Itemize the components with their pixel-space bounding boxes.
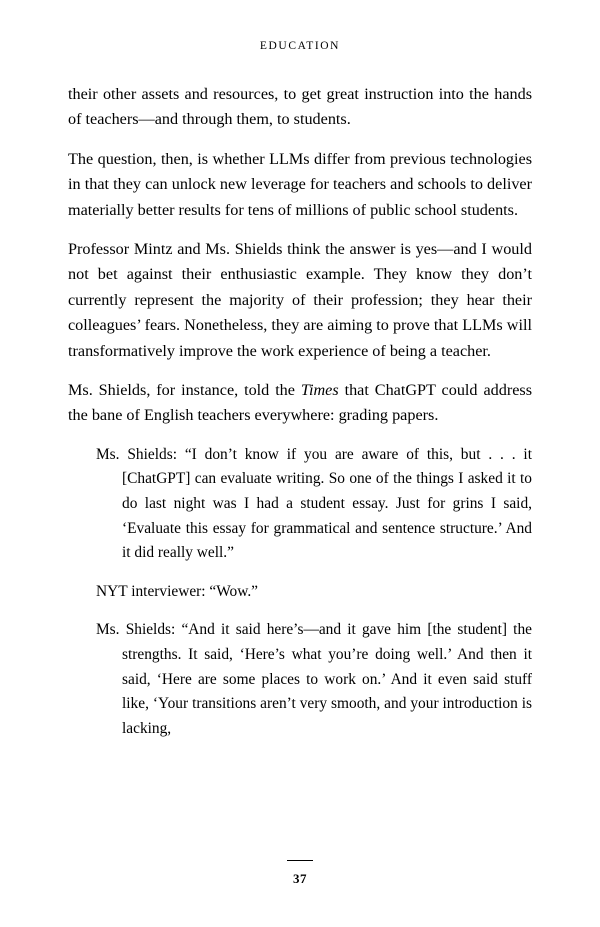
page-number: 37 — [293, 871, 307, 886]
block-quote-2 — [68, 580, 532, 605]
running-head: EDUCATION — [259, 40, 341, 52]
block-quote-1 — [68, 443, 532, 566]
block-quote-3 — [68, 618, 532, 741]
body-paragraph-2: The question, then, is whether LLMs differ from previous technologies in that they can unlock new leverage for teachers and schools to deliver materially better results for tens of millions of public school students. — [68, 149, 532, 219]
body-paragraph-1: their other assets and resources, to get great instruction into the hands of teachers—and through them, to students. — [68, 85, 532, 129]
body-paragraph-3: Professor Mintz and Ms. Shields think the answer is yes—and I would not bet against their enthusiastic example. They know they don’t currently represent the majority of their profession; they hear their colleagues’ fears. Nonetheless, they are aiming to prove that LLMs will transformatively improve the work experience of being a teacher. — [68, 240, 532, 360]
block-quote-1-text: Ms. Shields: “I don’t know if you are aware of this, but . . . it [ChatGPT] can evaluate writing. So one of the things I asked it to do last night was I had a student essay. Just for grins I said, ‘Evaluate this essay for grammatical and sentence structure.’ And it did really well.” — [96, 445, 532, 562]
page-footer — [0, 860, 600, 887]
footer-rule — [287, 860, 313, 861]
paragraph-text-before-italic: Ms. Shields, for instance, told the — [68, 381, 301, 400]
paragraph-text-after-italic: that ChatGPT could address the bane of English teachers everywhere: grading papers. — [68, 381, 532, 425]
block-quote-2-text: NYT interviewer: “Wow.” — [96, 582, 259, 600]
block-quote-3-text: Ms. Shields: “And it said here’s—and it gave him [the student] the strengths. It said, ‘Here’s what you’re doing well.’ And then it said, ‘Here are some places to work on.’ And it even said stuff like, ‘Your transitions aren’t very smooth, and your introduction is lacking, — [96, 621, 532, 737]
body-paragraph-4 — [68, 378, 532, 429]
italic-publication-name: Times — [300, 381, 339, 400]
